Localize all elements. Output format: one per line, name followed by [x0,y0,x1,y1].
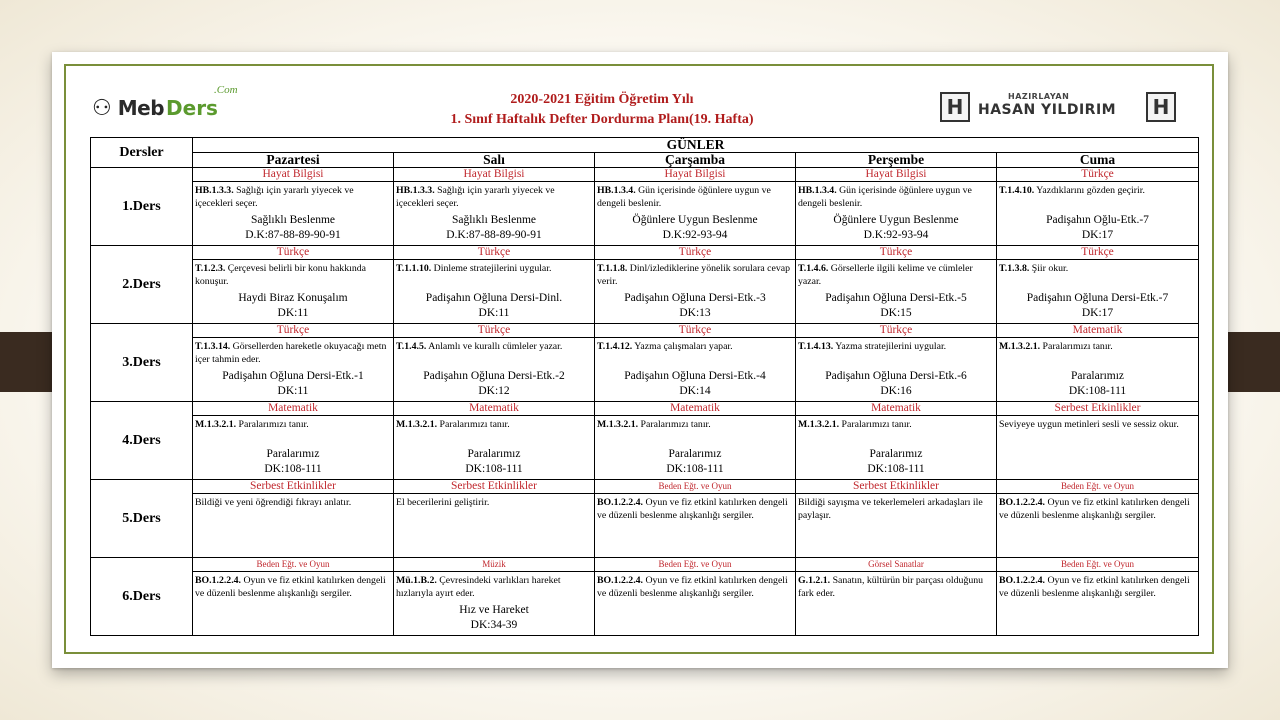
objective-code: M.1.3.2.1. [396,419,438,430]
table-row [91,168,1199,246]
day-header: Pazartesi [193,153,394,168]
objective-code: BO.1.2.2.4. [597,575,643,586]
plan-cell [595,246,796,324]
topic-text: Padişahın Oğluna Dersi-Etk.-2 [423,370,565,382]
dk-text: D.K:92-93-94 [863,229,929,241]
table-row [91,246,1199,324]
topic-text [997,446,1198,447]
objective-code: BO.1.2.2.4. [999,575,1045,586]
dk-text: DK:108-111 [1068,385,1127,397]
objective-desc: Paralarımızı tanır. [839,419,912,430]
plan-cell [394,558,595,636]
topic-text: Padişahın Oğluna Dersi-Dinl. [425,292,563,304]
plan-cell [193,558,394,636]
objective-desc: Paralarımızı tanır. [1040,341,1113,352]
objective-text [193,494,393,524]
objective-text [595,260,795,290]
objective-desc: Yazma çalışmaları yapar. [632,341,733,352]
topic-text: Padişahın Oğluna Dersi-Etk.-1 [222,370,364,382]
objective-text [193,338,393,368]
objective-desc: Şiir okur. [1029,263,1069,274]
plan-cell [997,324,1199,402]
plan-cell [394,480,595,558]
subject-label: Serbest Etkinlikler [796,480,996,494]
topic-text [796,524,996,525]
objective-desc: Görsellerle ilgili kelime ve cümleler yazar. [798,263,973,287]
dk-text: DK:108-111 [264,463,322,475]
lesson-label: 6.Ders [91,558,193,636]
plan-cell [796,246,997,324]
plan-cell [796,168,997,246]
objective-desc: Görsellerden hareketle okuyacağı metn içer tahmin eder. [195,341,387,365]
plan-cell [595,402,796,480]
dk-text: DK:14 [679,385,711,397]
dk-text: DK:16 [880,385,912,397]
logo-com-text: .Com [214,84,238,96]
plan-cell [394,246,595,324]
day-header: Perşembe [796,153,997,168]
objective-desc: Yazma stratejilerini uygular. [833,341,947,352]
subject-label: Türkçe [193,246,393,260]
objective-text [997,572,1198,602]
objective-desc: Oyun ve fiz etkinl katılırken dengeli ve düzenli beslenme alışkanlığı sergiler. [597,575,788,599]
lesson-label: 4.Ders [91,402,193,480]
objective-text [796,260,996,290]
objective-desc: Bildiği ve yeni öğrendiği fıkrayı anlatır. [195,497,352,508]
objective-code: M.1.3.2.1. [195,419,237,430]
objective-text [394,494,594,524]
plan-cell [997,480,1199,558]
objective-desc: Oyun ve fiz etkinl katılırken dengeli ve düzenli beslenme alışkanlığı sergiler. [195,575,386,599]
plan-cell [595,168,796,246]
subject-label: Hayat Bilgisi [394,168,594,182]
topic-text: Paralarımız [266,448,320,460]
objective-code: HB.1.3.3. [195,185,234,196]
plan-cell [796,402,997,480]
topic-text [193,524,393,525]
objective-text [796,338,996,368]
document-title [382,90,822,130]
author-name: HASAN YILDIRIM [978,102,1117,118]
objective-code: HB.1.3.4. [597,185,636,196]
day-header: Salı [394,153,595,168]
h-logo-icon: H [1146,92,1176,122]
objective-desc: Sağlığı için yararlı yiyecek ve içecekleri seçer. [195,185,354,209]
objective-code: T.1.1.10. [396,263,432,274]
topic-text [796,602,996,603]
document-header [82,76,1202,130]
objective-text [595,572,795,602]
objective-desc: Dinleme stratejilerini uygular. [431,263,552,274]
table-row [91,480,1199,558]
objective-code: T.1.1.8. [597,263,628,274]
dk-text: DK:34-39 [470,619,518,631]
hazirlayan-label: HAZIRLAYAN [1008,92,1070,101]
plan-cell [595,480,796,558]
objective-desc: Çerçevesi belirli bir konu hakkında konuşur. [195,263,366,287]
author-logo [940,92,1180,126]
subject-label: Türkçe [997,246,1198,260]
objective-desc: Oyun ve fiz etkinl katılırken dengeli ve düzenli beslenme alışkanlığı sergiler. [597,497,788,521]
topic-text [394,524,594,525]
subject-label: Serbest Etkinlikler [394,480,594,494]
objective-desc: Paralarımızı tanır. [638,419,711,430]
subject-label: Türkçe [394,324,594,338]
objective-code: M.1.3.2.1. [597,419,639,430]
plan-cell [796,558,997,636]
days-header-row [91,153,1199,168]
lesson-label: 1.Ders [91,168,193,246]
subject-label: Türkçe [193,324,393,338]
dk-text: DK:11 [277,385,309,397]
subject-label: Matematik [394,402,594,416]
subject-label: Beden Eğt. ve Oyun [595,480,795,494]
subject-label: Matematik [193,402,393,416]
subject-label: Türkçe [394,246,594,260]
subject-label: Türkçe [997,168,1198,182]
topic-text: Padişahın Oğluna Dersi-Etk.-4 [624,370,766,382]
objective-desc: Çevresindeki varlıkları hareket hızlarıyla ayırt eder. [396,575,561,599]
topic-text: Paralarımız [467,448,521,460]
lesson-label: 3.Ders [91,324,193,402]
dk-text: DK:17 [1081,307,1114,319]
objective-desc: Sanatın, kültürün bir parçası olduğunu fark eder. [798,575,984,599]
topic-text [997,602,1198,603]
objective-code: T.1.4.6. [798,263,829,274]
plan-cell [997,246,1199,324]
logo-meb-text: Meb [117,96,165,120]
day-header: Cuma [997,153,1199,168]
lesson-label: 2.Ders [91,246,193,324]
objective-text [595,416,795,446]
topic-text: Paralarımız [1071,370,1125,382]
objective-text [796,572,996,602]
topic-text: Padişahın Oğluna Dersi-Etk.-5 [825,292,967,304]
plan-cell [997,168,1199,246]
subject-label: Matematik [595,402,795,416]
plan-cell [796,324,997,402]
objective-code: T.1.2.3. [195,263,226,274]
dk-text: DK:12 [478,385,510,397]
dk-text: DK:108-111 [666,463,724,475]
plan-cell [394,402,595,480]
dk-text: D.K:92-93-94 [662,229,728,241]
topic-text: Öğünlere Uygun Beslenme [833,214,959,226]
subject-label: Görsel Sanatlar [796,558,996,572]
objective-desc: Bildiği sayışma ve tekerlemeleri arkadaşları ile paylaşır. [798,497,983,521]
topic-text: Paralarımız [869,448,923,460]
plan-cell [796,480,997,558]
objective-code: T.1.4.5. [396,341,427,352]
objective-code: HB.1.3.4. [798,185,837,196]
objective-desc: Seviyeye uygun metinleri sesli ve sessiz okur. [999,419,1179,430]
objective-code: BO.1.2.2.4. [999,497,1045,508]
day-header: Çarşamba [595,153,796,168]
objective-text [193,572,393,602]
plan-cell [193,246,394,324]
objective-desc: Oyun ve fiz etkinl katılırken dengeli ve düzenli beslenme alışkanlığı sergiler. [999,497,1190,521]
objective-code: G.1.2.1. [798,575,831,586]
dk-text: DK:108-111 [465,463,523,475]
objective-desc: Paralarımızı tanır. [236,419,309,430]
objective-desc: Dinl/izlediklerine yönelik sorulara cevap verir. [597,263,790,287]
objective-desc: Gün içerisinde öğünlere uygun ve dengeli beslenir. [798,185,972,209]
subject-label: Beden Eğt. ve Oyun [193,558,393,572]
topic-text: Sağlıklı Beslenme [250,214,335,226]
topic-text [595,524,795,525]
dersler-header: Dersler [91,138,193,168]
gunler-header: GÜNLER [193,138,1199,153]
subject-label: Türkçe [796,246,996,260]
objective-text [997,494,1198,524]
subject-label: Türkçe [796,324,996,338]
topic-text: Hız ve Hareket [459,604,529,616]
subject-label: Serbest Etkinlikler [997,402,1198,416]
subject-label: Beden Eğt. ve Oyun [997,558,1198,572]
weekly-plan-table [90,137,1199,636]
topic-text: Padişahın Oğluna Dersi-Etk.-6 [825,370,967,382]
objective-code: BO.1.2.2.4. [597,497,643,508]
objective-text [193,260,393,290]
plan-cell [997,558,1199,636]
topic-text [595,602,795,603]
subject-label: Matematik [796,402,996,416]
objective-code: T.1.4.10. [999,185,1035,196]
title-line-1: 2020-2021 Eğitim Öğretim Yılı [510,92,694,107]
objective-text [193,416,393,446]
plan-cell [394,168,595,246]
table-row [91,402,1199,480]
topic-text: Sağlıklı Beslenme [451,214,536,226]
subject-label: Müzik [394,558,594,572]
objective-text [394,416,594,446]
objective-code: T.1.3.8. [999,263,1030,274]
subject-label: Beden Eğt. ve Oyun [595,558,795,572]
topic-text: Padişahın Oğluna Dersi-Etk.-7 [1026,292,1169,304]
logo-ders-text: Ders [166,96,218,120]
plan-cell [394,324,595,402]
objective-desc: Yazdıklarını gözden geçirir. [1034,185,1145,196]
objective-desc: Gün içerisinde öğünlere uygun ve dengeli beslenir. [597,185,771,209]
dk-text: DK:13 [679,307,711,319]
topic-text: Öğünlere Uygun Beslenme [632,214,758,226]
objective-desc: El becerilerini geliştirir. [396,497,490,508]
plan-cell [997,402,1199,480]
table-row [91,558,1199,636]
objective-code: M.1.3.2.1. [798,419,840,430]
dk-text: D.K:87-88-89-90-91 [245,229,341,241]
subject-label: Türkçe [595,324,795,338]
h-logo-icon: H [940,92,970,122]
topic-text [997,524,1198,525]
objective-desc: Oyun ve fiz etkinl katılırken dengeli ve düzenli beslenme alışkanlığı sergiler. [999,575,1190,599]
objective-text [595,494,795,524]
dk-text: DK:15 [880,307,912,319]
objective-text [193,182,393,212]
topic-text [193,602,393,603]
objective-code: T.1.4.13. [798,341,834,352]
subject-label: Hayat Bilgisi [193,168,393,182]
plan-cell [193,480,394,558]
objective-text [997,416,1198,446]
lesson-label: 5.Ders [91,480,193,558]
subject-label: Hayat Bilgisi [595,168,795,182]
subject-label: Hayat Bilgisi [796,168,996,182]
dk-text: DK:108-111 [867,463,925,475]
objective-desc: Paralarımızı tanır. [437,419,510,430]
dk-text: DK:11 [478,307,510,319]
topic-text: Padişahın Oğlu-Etk.-7 [1046,214,1149,226]
objective-text [997,182,1198,212]
plan-cell [193,168,394,246]
plan-cell [595,324,796,402]
runners-icon: ⚇ [92,95,112,120]
objective-code: M.1.3.2.1. [999,341,1041,352]
table-row [91,324,1199,402]
objective-desc: Anlamlı ve kurallı cümleler yazar. [426,341,563,352]
objective-text [997,338,1198,368]
objective-text [796,182,996,212]
subject-label: Matematik [997,324,1198,338]
objective-desc: Sağlığı için yararlı yiyecek ve içecekleri seçer. [396,185,555,209]
objective-text [595,182,795,212]
subject-label: Türkçe [595,246,795,260]
topic-text: Paralarımız [668,448,722,460]
topic-text: Padişahın Oğluna Dersi-Etk.-3 [624,292,766,304]
objective-text [394,182,594,212]
dk-text: D.K:87-88-89-90-91 [446,229,542,241]
objective-code: Mü.1.B.2. [396,575,437,586]
dk-text: DK:11 [277,307,309,319]
plan-cell [595,558,796,636]
plan-cell [193,402,394,480]
dk-text: DK:17 [1081,229,1114,241]
title-line-2: 1. Sınıf Haftalık Defter Dordurma Planı(19. Hafta) [450,112,754,127]
subject-label: Serbest Etkinlikler [193,480,393,494]
objective-text [796,416,996,446]
objective-text [997,260,1198,290]
topic-text: Haydi Biraz Konuşalım [238,292,348,304]
objective-text [796,494,996,524]
objective-text [394,260,594,290]
objective-code: T.1.3.14. [195,341,231,352]
objective-text [394,338,594,368]
objective-code: T.1.4.12. [597,341,633,352]
objective-code: BO.1.2.2.4. [195,575,241,586]
objective-text [394,572,594,602]
subject-label: Beden Eğt. ve Oyun [997,480,1198,494]
mebders-logo [92,84,250,126]
plan-cell [193,324,394,402]
objective-code: HB.1.3.3. [396,185,435,196]
objective-text [595,338,795,368]
